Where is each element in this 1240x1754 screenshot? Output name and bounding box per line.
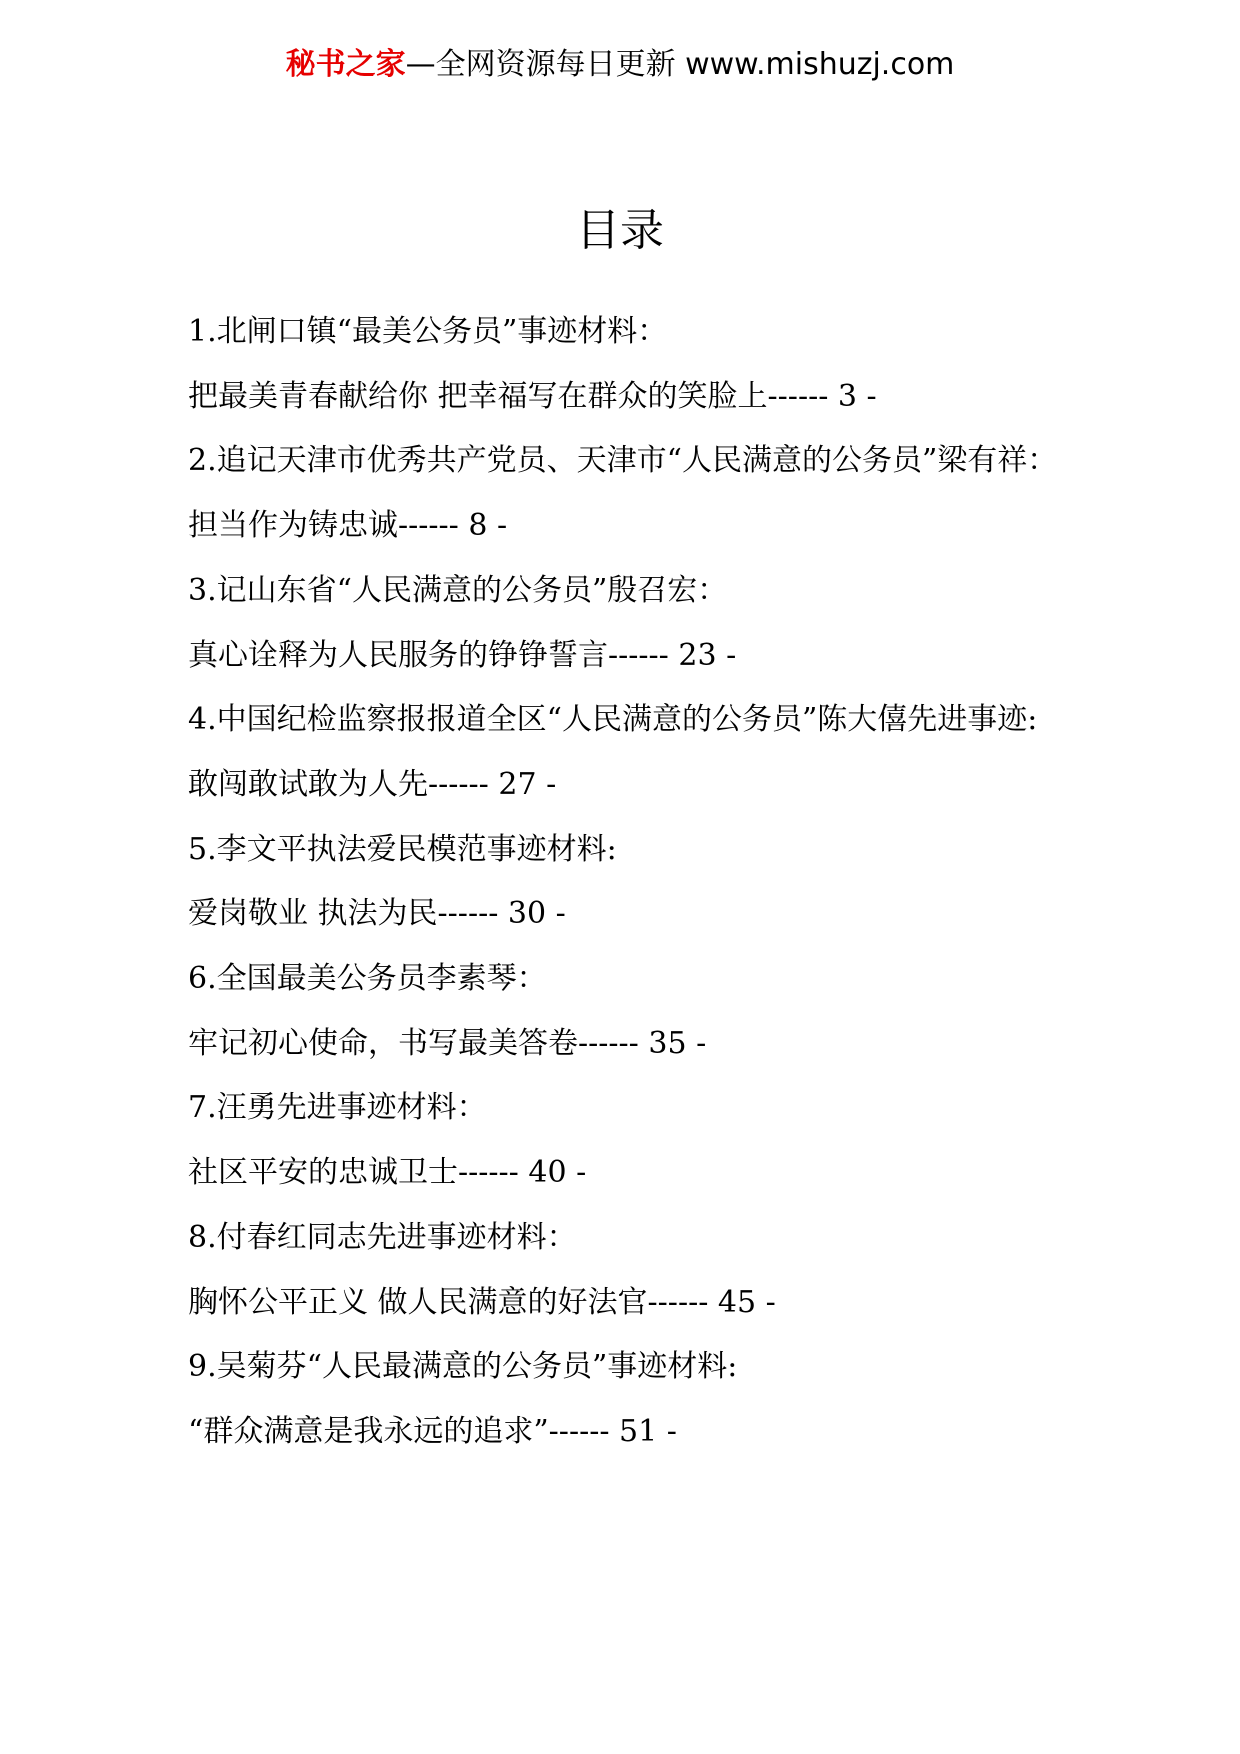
toc-entry-5[interactable] xyxy=(188,818,1068,947)
toc-entry-4[interactable] xyxy=(188,688,1068,817)
toc-entry-subtitle: 把最美青春献给你 把幸福写在群众的笑脸上------ 3 - xyxy=(188,378,877,414)
toc-entry-6[interactable] xyxy=(188,947,1068,1076)
toc-entry-heading: 1.北闸口镇“最美公务员”事迹材料： xyxy=(188,314,668,349)
brand-name: 秘书之家 xyxy=(285,47,406,82)
toc-entry-subtitle: 牢记初心使命，书写最美答卷------ 35 - xyxy=(188,1025,707,1061)
toc-entry-2[interactable] xyxy=(188,429,1068,558)
toc-entry-8[interactable] xyxy=(188,1206,1068,1335)
toc-entry-subtitle: 社区平安的忠诚卫士------ 40 - xyxy=(188,1155,587,1191)
toc-entry-heading: 5.李文平执法爱民模范事迹材料: xyxy=(188,831,617,867)
toc-entry-subtitle: “群众满意是我永远的追求”------ 51 - xyxy=(188,1413,677,1449)
toc-entry-subtitle: 胸怀公平正义 做人民满意的好法官------ 45 - xyxy=(188,1284,776,1320)
toc-entry-heading: 4.中国纪检监察报报道全区“人民满意的公务员”陈大僖先进事迹: xyxy=(188,702,1038,738)
toc-entry-9[interactable] xyxy=(188,1335,1068,1464)
page-header xyxy=(0,40,1240,90)
toc-entry-heading: 7.汪勇先进事迹材料： xyxy=(188,1090,487,1126)
toc-entry-subtitle: 爱岗敬业 执法为民------ 30 - xyxy=(188,896,566,932)
toc-entry-heading: 3.记山东省“人民满意的公务员”殷召宏： xyxy=(188,572,728,608)
toc-entry-heading: 8.付春红同志先进事迹材料： xyxy=(188,1219,577,1255)
header-tagline: —全网资源每日更新 www.mishuzj.com xyxy=(405,47,955,82)
toc-entry-subtitle: 担当作为铸忠诚------ 8 - xyxy=(188,508,508,544)
toc-entry-heading: 9.吴菊芬“人民最满意的公务员”事迹材料: xyxy=(188,1349,738,1385)
toc-entry-heading: 6.全国最美公务员李素琴： xyxy=(188,961,547,997)
toc-entry-heading: 2.追记天津市优秀共产党员、天津市“人民满意的公务员”梁有祥： xyxy=(188,443,1058,479)
toc-entry-1[interactable] xyxy=(188,300,1068,429)
toc-entry-7[interactable] xyxy=(188,1076,1068,1205)
toc-entry-3[interactable] xyxy=(188,559,1068,688)
toc-entry-subtitle: 敢闯敢试敢为人先------ 27 - xyxy=(188,766,557,802)
page-title: 目录 xyxy=(576,205,664,256)
toc-entry-subtitle: 真心诠释为人民服务的铮铮誓言------ 23 - xyxy=(188,637,737,673)
table-of-contents xyxy=(188,300,1068,1465)
